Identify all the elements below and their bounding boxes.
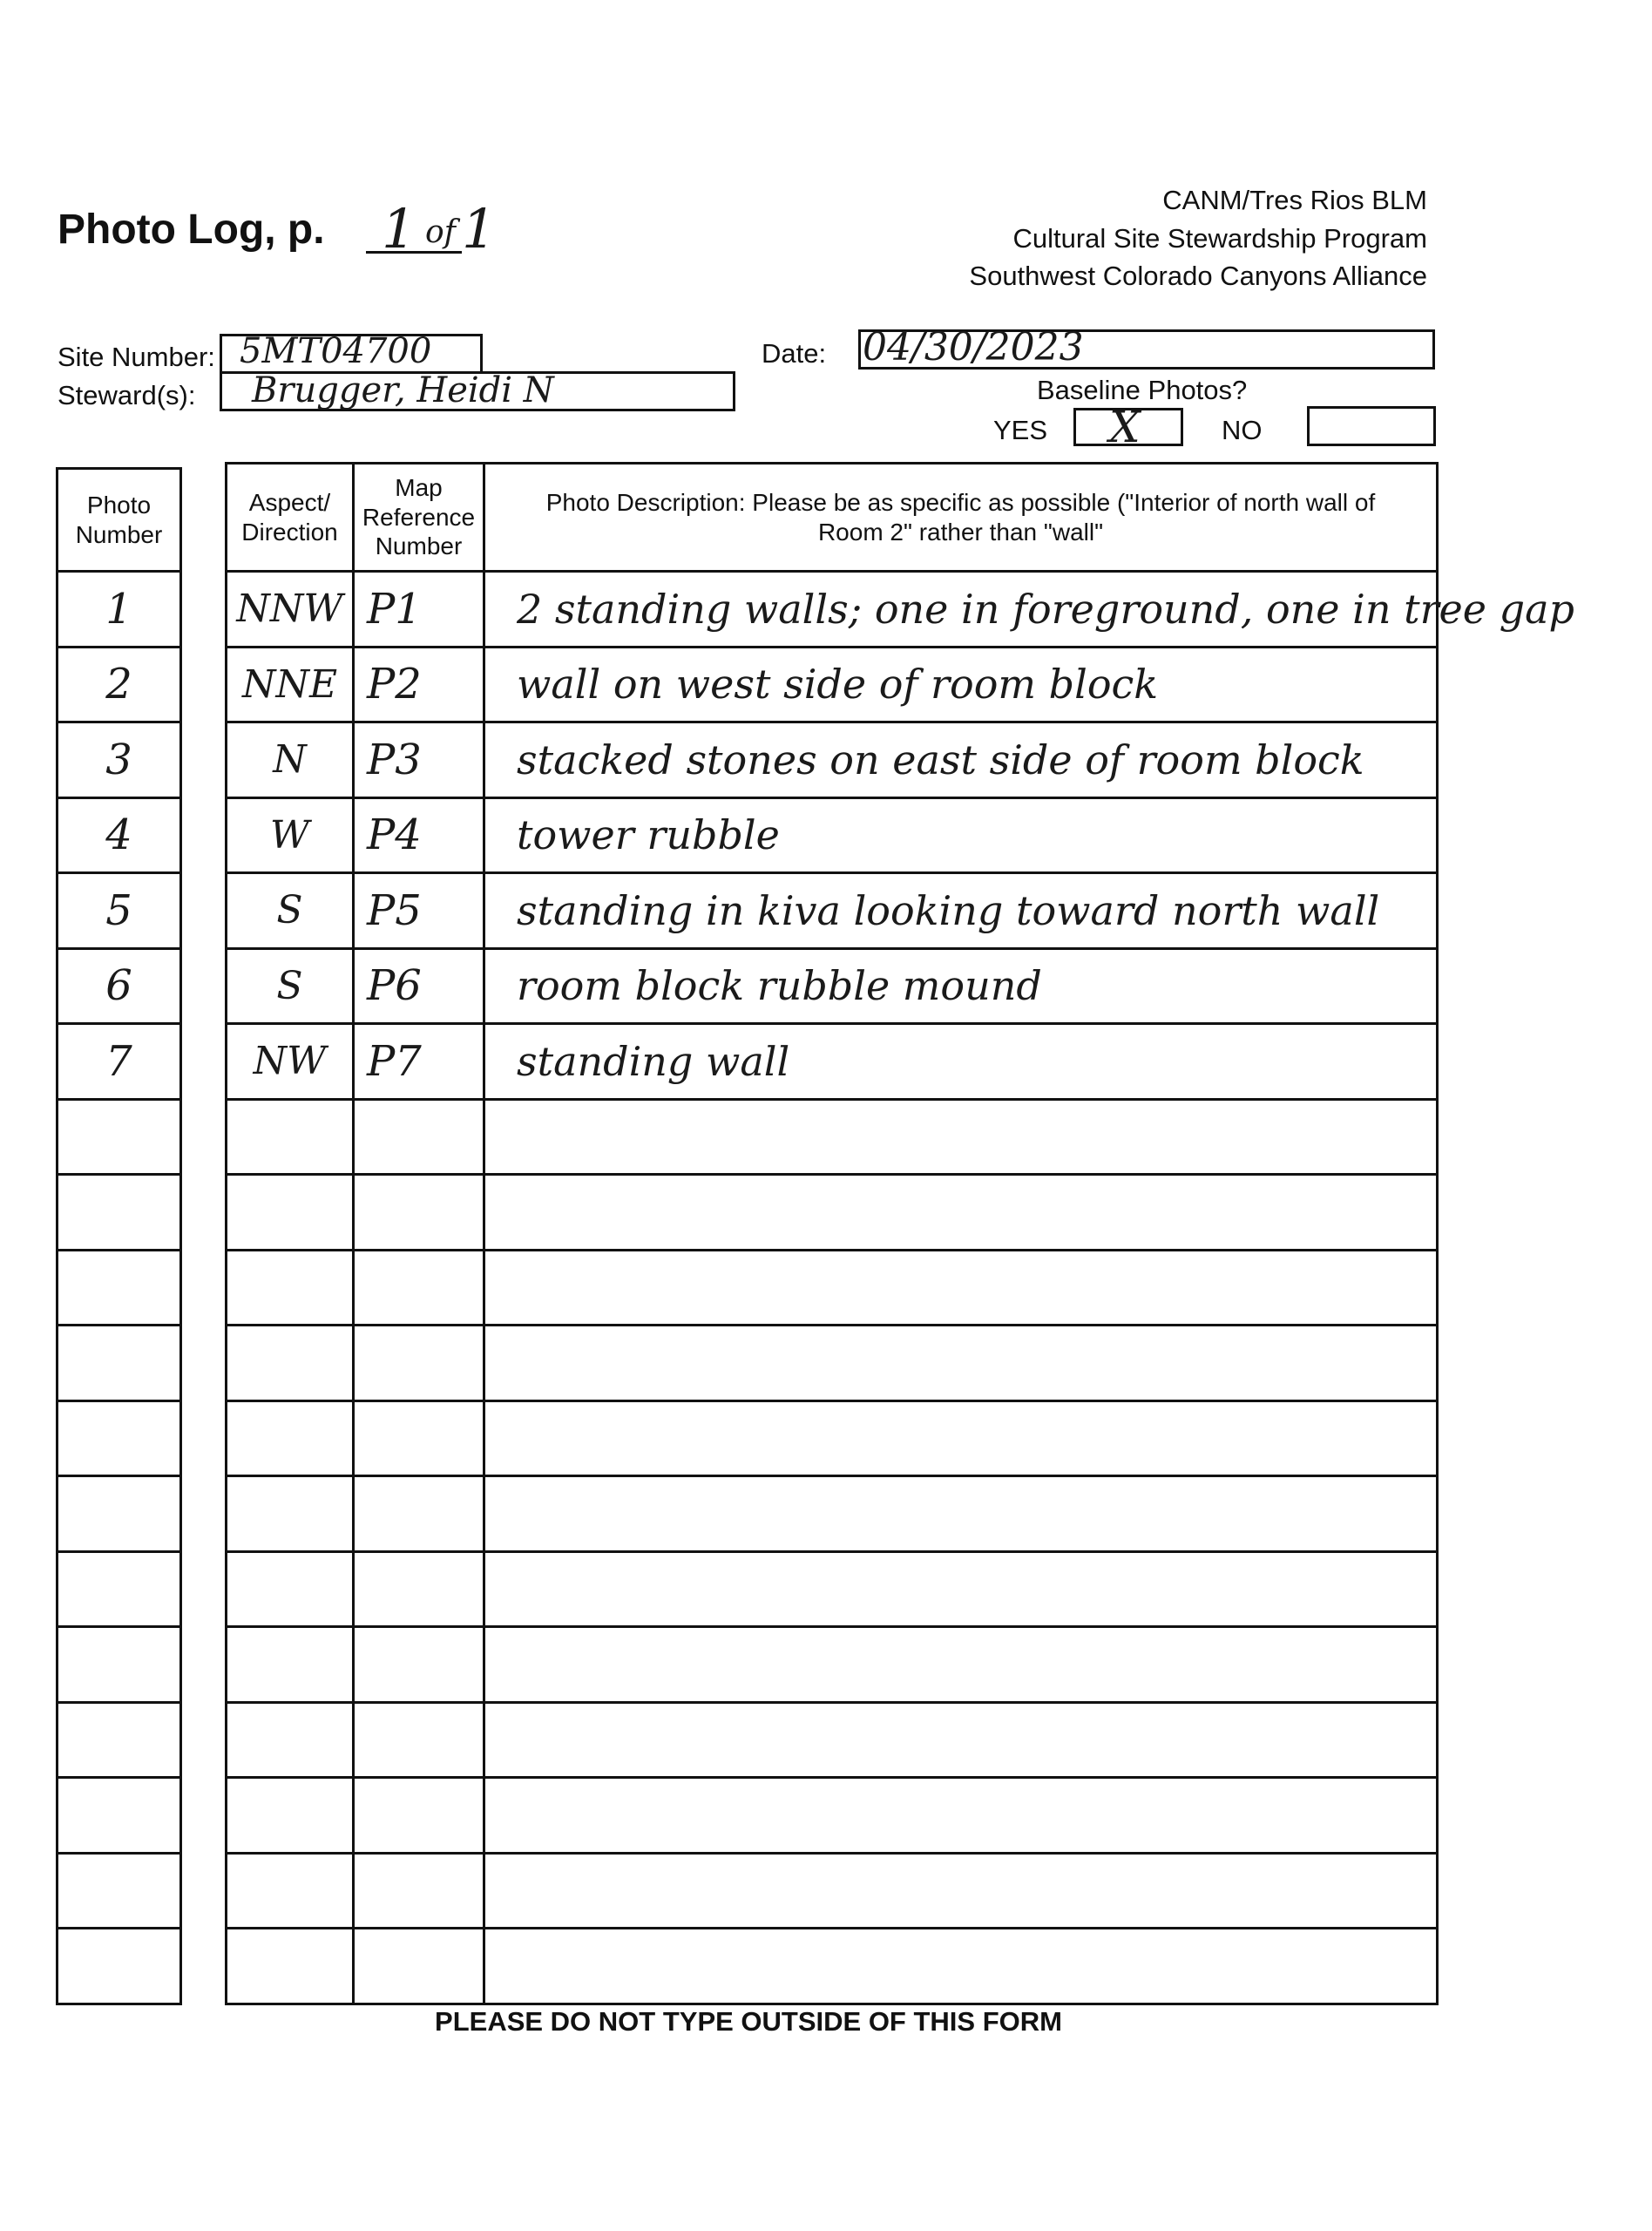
map-reference-cell[interactable]: P1 (354, 572, 484, 648)
aspect-direction-cell[interactable]: S (227, 948, 354, 1024)
aspect-direction-cell[interactable] (227, 1400, 354, 1476)
photo-number-row (58, 1551, 181, 1627)
aspect-direction-cell[interactable]: NNW (227, 572, 354, 648)
site-number-value: 5MT04700 (240, 331, 432, 371)
aspect-direction-cell[interactable] (227, 1627, 354, 1703)
baseline-no-checkbox[interactable] (1307, 406, 1436, 446)
photo-number-row (58, 873, 181, 949)
aspect-direction-cell[interactable] (227, 1702, 354, 1778)
photo-description-cell[interactable] (484, 1778, 1438, 1854)
org-line-2: Cultural Site Stewardship Program (1012, 223, 1427, 254)
page-title: Photo Log, p. (58, 207, 325, 253)
photo-number-cell[interactable]: 1 (58, 572, 181, 648)
photo-number-row (58, 948, 181, 1024)
photo-number-row (58, 572, 181, 648)
map-reference-cell[interactable] (354, 1627, 484, 1703)
photo-description-cell[interactable] (484, 1175, 1438, 1251)
table-row (227, 1099, 1438, 1175)
aspect-direction-cell[interactable] (227, 1778, 354, 1854)
photo-number-row (58, 1778, 181, 1854)
photo-number-row (58, 647, 181, 722)
photo-description-cell[interactable] (484, 1400, 1438, 1476)
table-row (227, 1853, 1438, 1929)
col-description-header: Photo Description: Please be as specific as possible ("Interior of north wall of Room 2" rather than "wall" (484, 464, 1438, 572)
photo-description-cell[interactable] (484, 1853, 1438, 1929)
photo-number-cell[interactable]: 6 (58, 948, 181, 1024)
aspect-direction-cell[interactable] (227, 1099, 354, 1175)
photo-description-cell[interactable] (484, 1250, 1438, 1326)
map-reference-cell[interactable] (354, 1175, 484, 1251)
page-number[interactable]: 1 (382, 197, 416, 261)
photo-number-cell[interactable]: 4 (58, 797, 181, 873)
table-row (227, 572, 1438, 648)
photo-number-cell[interactable] (58, 1400, 181, 1476)
photo-description-cell[interactable]: standing in kiva looking toward north wall (484, 873, 1438, 949)
map-reference-cell[interactable] (354, 1099, 484, 1175)
table-row (227, 948, 1438, 1024)
photo-number-cell[interactable]: 2 (58, 647, 181, 722)
photo-number-row (58, 1476, 181, 1552)
aspect-direction-cell[interactable]: W (227, 797, 354, 873)
aspect-direction-cell[interactable]: NW (227, 1024, 354, 1100)
photo-number-cell[interactable] (58, 1326, 181, 1401)
photo-number-row (58, 1175, 181, 1251)
photo-description-cell[interactable] (484, 1551, 1438, 1627)
page-of-label: of (425, 214, 456, 250)
photo-description-cell[interactable]: standing wall (484, 1024, 1438, 1100)
photo-number-row (58, 1400, 181, 1476)
photo-number-cell[interactable] (58, 1099, 181, 1175)
aspect-direction-cell[interactable]: S (227, 873, 354, 949)
org-line-1: CANM/Tres Rios BLM (1162, 185, 1427, 215)
col-photo-number-header: Photo Number (58, 469, 181, 572)
baseline-yes-mark: X (1109, 402, 1141, 452)
site-number-field[interactable] (220, 331, 483, 374)
photo-number-cell[interactable] (58, 1929, 181, 2004)
footer-note: PLEASE DO NOT TYPE OUTSIDE OF THIS FORM (435, 2006, 1062, 2037)
col-map-ref-header: Map Reference Number (354, 464, 484, 572)
map-reference-cell[interactable]: P7 (354, 1024, 484, 1100)
table-row (227, 1250, 1438, 1326)
date-value: 04/30/2023 (863, 325, 1084, 370)
photo-description-cell[interactable]: 2 standing walls; one in foreground, one in tree gap (484, 572, 1438, 648)
map-reference-cell[interactable] (354, 1476, 484, 1552)
baseline-no-label: NO (1222, 415, 1263, 445)
aspect-direction-cell[interactable] (227, 1551, 354, 1627)
table-row (227, 873, 1438, 949)
photo-number-row (58, 1099, 181, 1175)
aspect-direction-cell[interactable] (227, 1476, 354, 1552)
table-row (227, 647, 1438, 722)
photo-number-row (58, 1250, 181, 1326)
photo-description-cell[interactable] (484, 1476, 1438, 1552)
map-reference-cell[interactable]: P4 (354, 797, 484, 873)
date-label: Date: (762, 338, 827, 369)
stewards-field[interactable] (220, 371, 735, 411)
table-row (227, 1778, 1438, 1854)
table-row (227, 722, 1438, 798)
photo-log-rows (227, 572, 1574, 2004)
aspect-direction-cell[interactable] (227, 1929, 354, 2004)
map-reference-cell[interactable]: P3 (354, 722, 484, 798)
photo-log-table (225, 462, 1574, 2005)
photo-number-row (58, 1853, 181, 1929)
photo-description-cell[interactable] (484, 1929, 1438, 2004)
map-reference-cell[interactable]: P5 (354, 873, 484, 949)
map-reference-cell[interactable]: P2 (354, 647, 484, 722)
photo-number-cell[interactable] (58, 1702, 181, 1778)
photo-number-table (56, 467, 182, 2005)
table-row (227, 1326, 1438, 1401)
photo-number-cell[interactable]: 5 (58, 873, 181, 949)
photo-number-cell[interactable]: 7 (58, 1024, 181, 1100)
map-reference-cell[interactable] (354, 1929, 484, 2004)
photo-description-cell[interactable]: stacked stones on east side of room block (484, 722, 1438, 798)
map-reference-cell[interactable] (354, 1400, 484, 1476)
photo-number-row (58, 1024, 181, 1100)
page-total[interactable]: 1 (462, 197, 497, 261)
photo-number-cell[interactable] (58, 1853, 181, 1929)
page-count (366, 197, 514, 261)
map-reference-cell[interactable] (354, 1778, 484, 1854)
photo-number-row (58, 797, 181, 873)
photo-number-cell[interactable] (58, 1476, 181, 1552)
photo-description-cell[interactable]: room block rubble mound (484, 948, 1438, 1024)
aspect-direction-cell[interactable]: NNE (227, 647, 354, 722)
aspect-direction-cell[interactable]: N (227, 722, 354, 798)
stewards-label: Steward(s): (58, 380, 196, 410)
photo-description-cell[interactable] (484, 1627, 1438, 1703)
table-row (227, 1929, 1438, 2004)
aspect-direction-cell[interactable] (227, 1853, 354, 1929)
photo-description-cell[interactable] (484, 1326, 1438, 1401)
map-reference-cell[interactable] (354, 1853, 484, 1929)
site-number-label: Site Number: (58, 342, 215, 372)
photo-number-row (58, 722, 181, 798)
map-reference-cell[interactable] (354, 1250, 484, 1326)
map-reference-cell[interactable] (354, 1326, 484, 1401)
photo-number-row (58, 1929, 181, 2004)
photo-number-cell[interactable] (58, 1778, 181, 1854)
table-row (227, 797, 1438, 873)
aspect-direction-cell[interactable] (227, 1250, 354, 1326)
photo-number-cell[interactable] (58, 1250, 181, 1326)
stewards-value: Brugger, Heidi N (252, 370, 554, 410)
photo-number-row (58, 1702, 181, 1778)
photo-number-cell[interactable]: 3 (58, 722, 181, 798)
table-row (227, 1551, 1438, 1627)
col-aspect-header: Aspect/ Direction (227, 464, 354, 572)
photo-description-cell[interactable] (484, 1099, 1438, 1175)
page-number-underline (366, 251, 462, 254)
aspect-direction-cell[interactable] (227, 1175, 354, 1251)
map-reference-cell[interactable] (354, 1551, 484, 1627)
photo-number-cell[interactable] (58, 1627, 181, 1703)
photo-number-row (58, 1326, 181, 1401)
map-reference-cell[interactable]: P6 (354, 948, 484, 1024)
baseline-yes-label: YES (993, 415, 1048, 445)
table-row (227, 1175, 1438, 1251)
photo-description-cell[interactable]: tower rubble (484, 797, 1438, 873)
table-row (227, 1476, 1438, 1552)
map-reference-cell[interactable] (354, 1702, 484, 1778)
org-line-3: Southwest Colorado Canyons Alliance (969, 261, 1427, 291)
photo-number-column (58, 572, 181, 2004)
aspect-direction-cell[interactable] (227, 1326, 354, 1401)
photo-description-cell[interactable]: wall on west side of room block (484, 647, 1438, 722)
photo-number-cell[interactable] (58, 1175, 181, 1251)
table-row (227, 1702, 1438, 1778)
table-row (227, 1627, 1438, 1703)
baseline-yes-checkbox[interactable] (1073, 402, 1183, 452)
table-row (227, 1024, 1438, 1100)
table-row (227, 1400, 1438, 1476)
date-field[interactable] (858, 325, 1435, 370)
photo-description-cell[interactable] (484, 1702, 1438, 1778)
baseline-photos-label: Baseline Photos? (1037, 375, 1248, 405)
photo-number-cell[interactable] (58, 1551, 181, 1627)
photo-number-row (58, 1627, 181, 1703)
